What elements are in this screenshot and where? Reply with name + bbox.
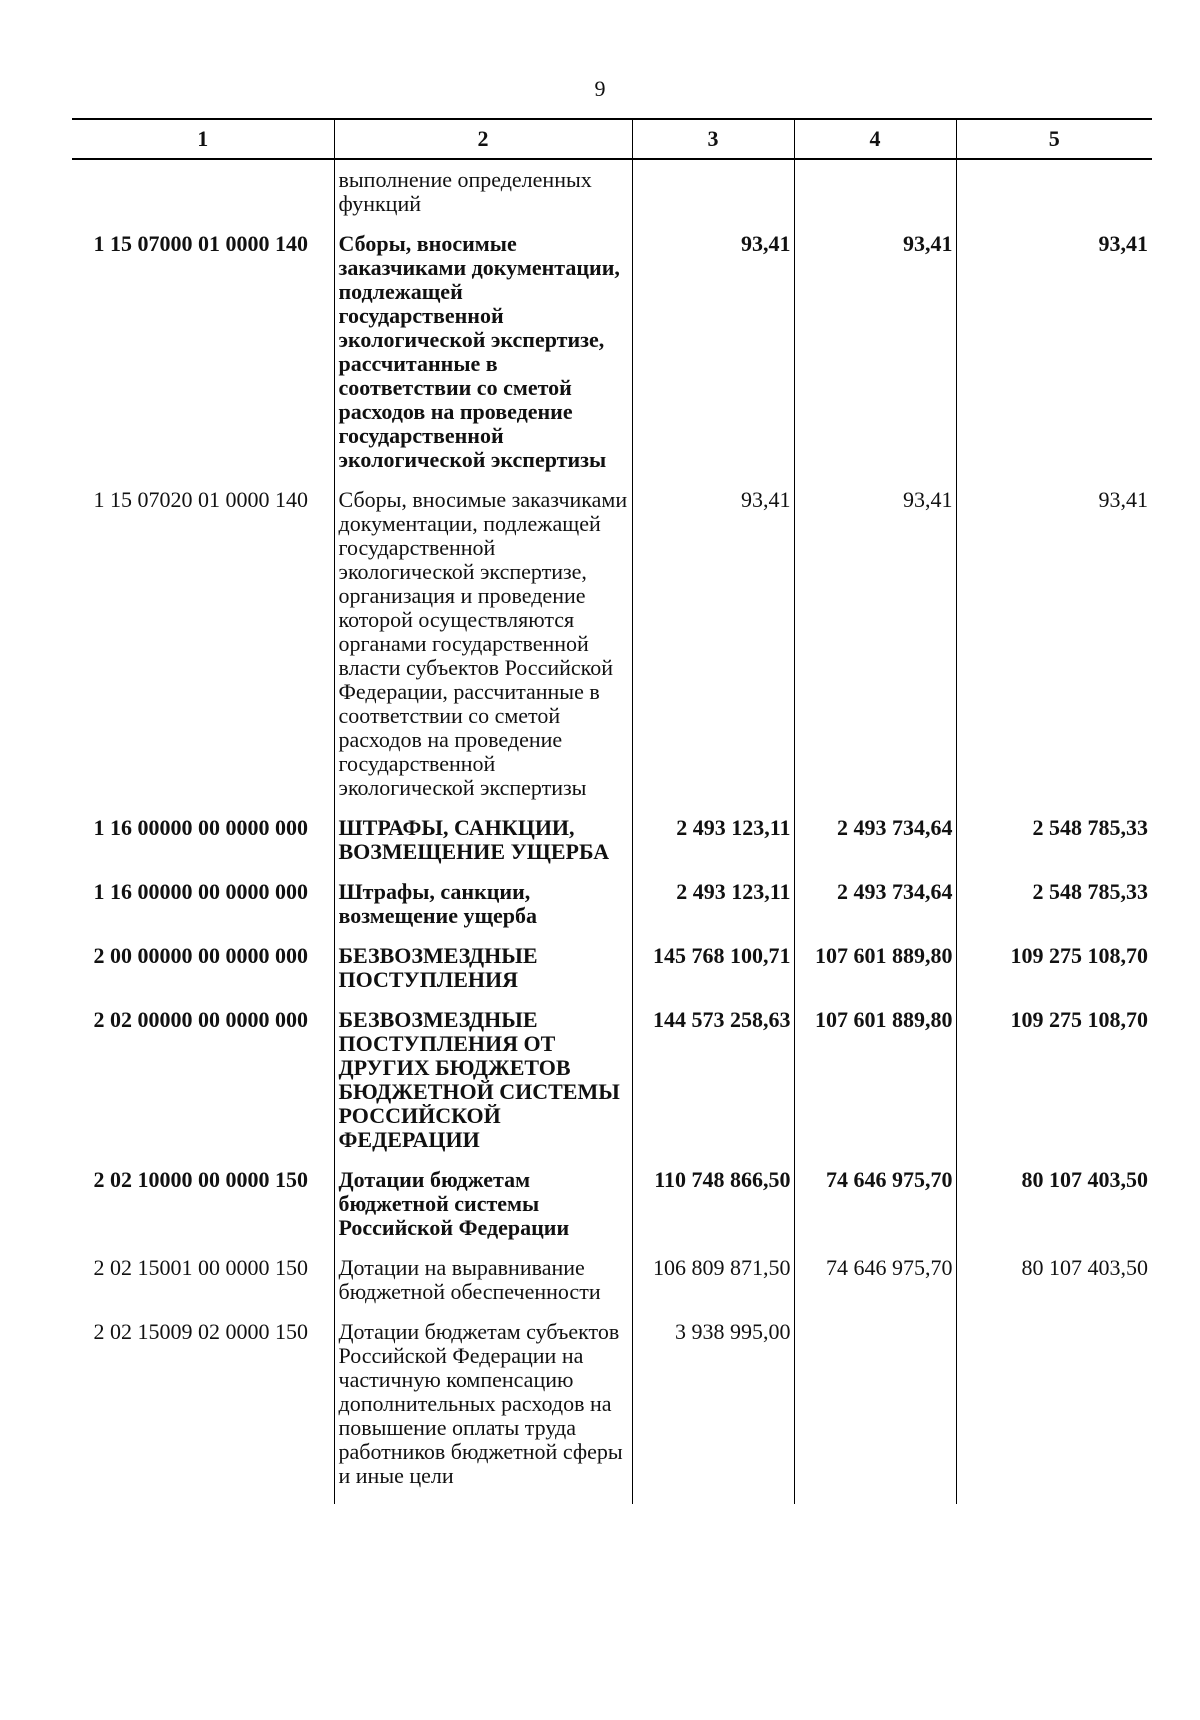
row-value-5: 2 548 785,33 <box>956 816 1152 880</box>
row-value-5: 2 548 785,33 <box>956 880 1152 944</box>
row-code: 1 16 00000 00 0000 000 <box>93 815 308 840</box>
row-value-3: 93,41 <box>632 232 794 488</box>
table-row <box>72 1008 1152 1168</box>
row-code: 1 16 00000 00 0000 000 <box>93 879 308 904</box>
row-value-4: 2 493 734,64 <box>794 816 956 880</box>
row-code: 2 02 15001 00 0000 150 <box>93 1255 308 1280</box>
table-header <box>72 119 1152 159</box>
table-row <box>72 159 1152 232</box>
row-name: Сборы, вносимые заказчиками документации, подлежащей государственной экологической экспертизе, организация и проведение которой осуществляются органами государственной власти субъектов Российской Федерации, рассчитанные в соответствии со сметой расходов на проведение государственной экологической экспертизы <box>334 488 632 816</box>
row-code: 2 02 00000 00 0000 000 <box>93 1007 308 1032</box>
row-name: Дотации бюджетам бюджетной системы Российской Федерации <box>334 1168 632 1256</box>
row-value-3: 2 493 123,11 <box>632 816 794 880</box>
row-value-3: 93,41 <box>632 488 794 816</box>
row-value-5: 80 107 403,50 <box>956 1256 1152 1320</box>
page-number: 9 <box>594 76 606 101</box>
row-name: Дотации на выравнивание бюджетной обеспеченности <box>334 1256 632 1320</box>
table-row <box>72 1320 1152 1504</box>
header-col-value-3: 3 <box>632 119 794 159</box>
table-row <box>72 880 1152 944</box>
header-col-code: 1 <box>72 119 334 159</box>
row-value-4: 107 601 889,80 <box>794 1008 956 1168</box>
row-value-4: 107 601 889,80 <box>794 944 956 1008</box>
row-value-4: 74 646 975,70 <box>794 1256 956 1320</box>
row-name: Сборы, вносимые заказчиками документации, подлежащей государственной экологической экспертизе, рассчитанные в соответствии со сметой расходов на проведение государственной экологической экспертизы <box>334 232 632 488</box>
table-row <box>72 1168 1152 1256</box>
header-row <box>72 119 1152 159</box>
table-row <box>72 944 1152 1008</box>
table-row <box>72 232 1152 488</box>
table-row <box>72 488 1152 816</box>
row-code: 2 02 10000 00 0000 150 <box>93 1167 308 1192</box>
row-code: 1 15 07000 01 0000 140 <box>93 231 308 256</box>
header-col-value-5: 5 <box>956 119 1152 159</box>
row-name: Штрафы, санкции, возмещение ущерба <box>334 880 632 944</box>
row-value-5: 93,41 <box>956 232 1152 488</box>
table-body <box>72 159 1152 1504</box>
row-name: Дотации бюджетам субъектов Российской Федерации на частичную компенсацию дополнительных расходов на повышение оплаты труда работников бюджетной сферы и иные цели <box>334 1320 632 1504</box>
row-value-4: 74 646 975,70 <box>794 1168 956 1256</box>
row-value-4 <box>794 1320 956 1504</box>
row-value-4: 93,41 <box>794 488 956 816</box>
header-col-value-4: 4 <box>794 119 956 159</box>
row-code <box>72 159 334 232</box>
row-value-5 <box>956 159 1152 232</box>
row-code: 2 02 15009 02 0000 150 <box>93 1319 308 1344</box>
row-value-5 <box>956 1320 1152 1504</box>
row-value-3: 3 938 995,00 <box>632 1320 794 1504</box>
header-col-name: 2 <box>334 119 632 159</box>
row-value-3: 110 748 866,50 <box>632 1168 794 1256</box>
row-value-4: 2 493 734,64 <box>794 880 956 944</box>
row-value-3: 2 493 123,11 <box>632 880 794 944</box>
row-value-3 <box>632 159 794 232</box>
row-name: БЕЗВОЗМЕЗДНЫЕ ПОСТУПЛЕНИЯ <box>334 944 632 1008</box>
row-value-3: 145 768 100,71 <box>632 944 794 1008</box>
row-value-5: 80 107 403,50 <box>956 1168 1152 1256</box>
row-value-3: 106 809 871,50 <box>632 1256 794 1320</box>
row-value-5: 93,41 <box>956 488 1152 816</box>
row-value-5: 109 275 108,70 <box>956 944 1152 1008</box>
table-row <box>72 1256 1152 1320</box>
row-code: 2 00 00000 00 0000 000 <box>93 943 308 968</box>
row-value-3: 144 573 258,63 <box>632 1008 794 1168</box>
row-value-5: 109 275 108,70 <box>956 1008 1152 1168</box>
row-name: БЕЗВОЗМЕЗДНЫЕ ПОСТУПЛЕНИЯ ОТ ДРУГИХ БЮДЖЕТОВ БЮДЖЕТНОЙ СИСТЕМЫ РОССИЙСКОЙ ФЕДЕРАЦИИ <box>334 1008 632 1168</box>
table-row <box>72 816 1152 880</box>
row-code: 1 15 07020 01 0000 140 <box>93 487 308 512</box>
row-value-4: 93,41 <box>794 232 956 488</box>
row-name: выполнение определенных функций <box>334 159 632 232</box>
row-name: ШТРАФЫ, САНКЦИИ, ВОЗМЕЩЕНИЕ УЩЕРБА <box>334 816 632 880</box>
budget-table <box>72 118 1152 1504</box>
row-value-4 <box>794 159 956 232</box>
